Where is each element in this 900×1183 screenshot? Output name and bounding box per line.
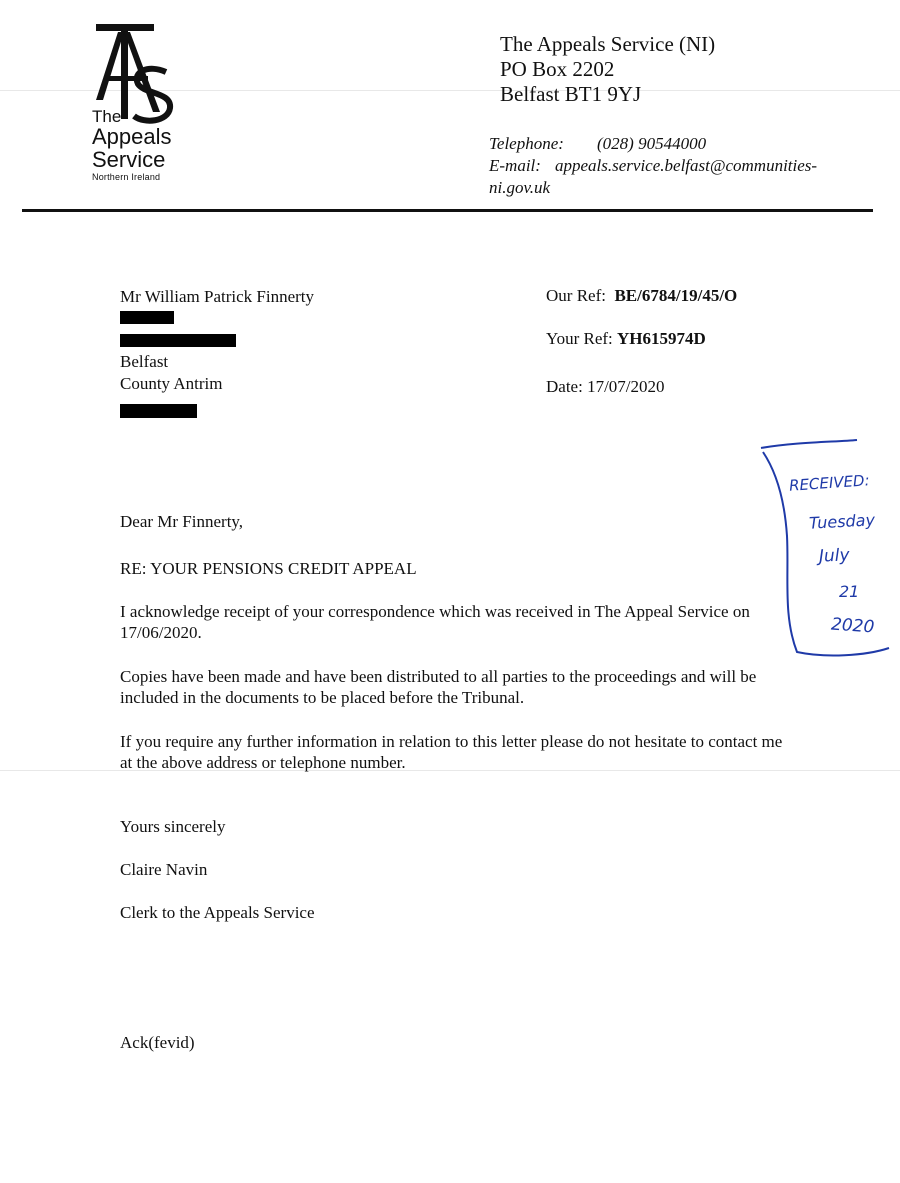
stamp-month: July	[818, 545, 851, 567]
sender-name: The Appeals Service (NI)	[500, 32, 716, 56]
logo-text-northern-ireland: Northern Ireland	[92, 172, 161, 182]
email-address-part1: appeals.service.belfast@communities-	[555, 156, 818, 175]
recipient-city: Belfast	[120, 352, 169, 371]
received-stamp	[755, 436, 895, 661]
telephone-number: (028) 90544000	[597, 134, 707, 153]
sender-city: Belfast BT1 9YJ	[500, 82, 642, 106]
appeals-service-logo	[88, 20, 188, 190]
recipient-county: County Antrim	[120, 374, 223, 393]
paragraph-1: I acknowledge receipt of your correspondence which was received in The Appeal Service on 17/06/2020.	[120, 602, 750, 642]
telephone-label: Telephone:	[489, 134, 564, 153]
footer-code: Ack(fevid)	[120, 1033, 195, 1052]
header-divider	[22, 209, 873, 212]
your-ref	[546, 329, 706, 349]
date-label: Date:	[546, 377, 583, 396]
telephone-line	[489, 133, 817, 155]
our-ref	[546, 286, 737, 306]
salutation: Dear Mr Finnerty,	[120, 512, 244, 531]
letter-date	[546, 377, 665, 397]
our-ref-label: Our Ref:	[546, 286, 606, 305]
stamp-year: 2020	[830, 614, 875, 638]
redaction-bar	[120, 334, 236, 347]
stamp-received: RECEIVED:	[788, 471, 871, 495]
email-line	[489, 155, 817, 177]
recipient-name: Mr William Patrick Finnerty	[120, 287, 315, 306]
your-ref-value: YH615974D	[617, 329, 706, 348]
paragraph-3: If you require any further information in relation to this letter please do not hesitate to contact me at the above address or telephone number.	[120, 732, 783, 772]
logo-text-service: Service	[92, 147, 166, 172]
sender-contact	[489, 133, 817, 199]
email-label: E-mail:	[489, 156, 541, 175]
closing: Yours sincerely	[120, 817, 226, 836]
redaction-bar	[120, 404, 197, 418]
email-address-part2: ni.gov.uk	[489, 178, 551, 197]
logo-text-the: The	[92, 107, 122, 126]
signatory-title: Clerk to the Appeals Service	[120, 903, 315, 922]
your-ref-label: Your Ref:	[546, 329, 613, 348]
logo-text-appeals: Appeals	[92, 124, 172, 149]
paragraph-2: Copies have been made and have been distributed to all parties to the proceedings and will be included in the documents to be placed before the Tribunal.	[120, 667, 757, 707]
signatory-name: Claire Navin	[120, 860, 208, 879]
stamp-day: Tuesday	[808, 510, 876, 533]
subject-line: RE: YOUR PENSIONS CREDIT APPEAL	[120, 559, 417, 578]
date-value: 17/07/2020	[587, 377, 665, 396]
stamp-date: 21	[839, 582, 860, 601]
sender-po-box: PO Box 2202	[500, 57, 615, 81]
sender-address	[500, 32, 715, 107]
our-ref-value: BE/6784/19/45/O	[614, 286, 738, 305]
redaction-bar	[120, 311, 174, 324]
